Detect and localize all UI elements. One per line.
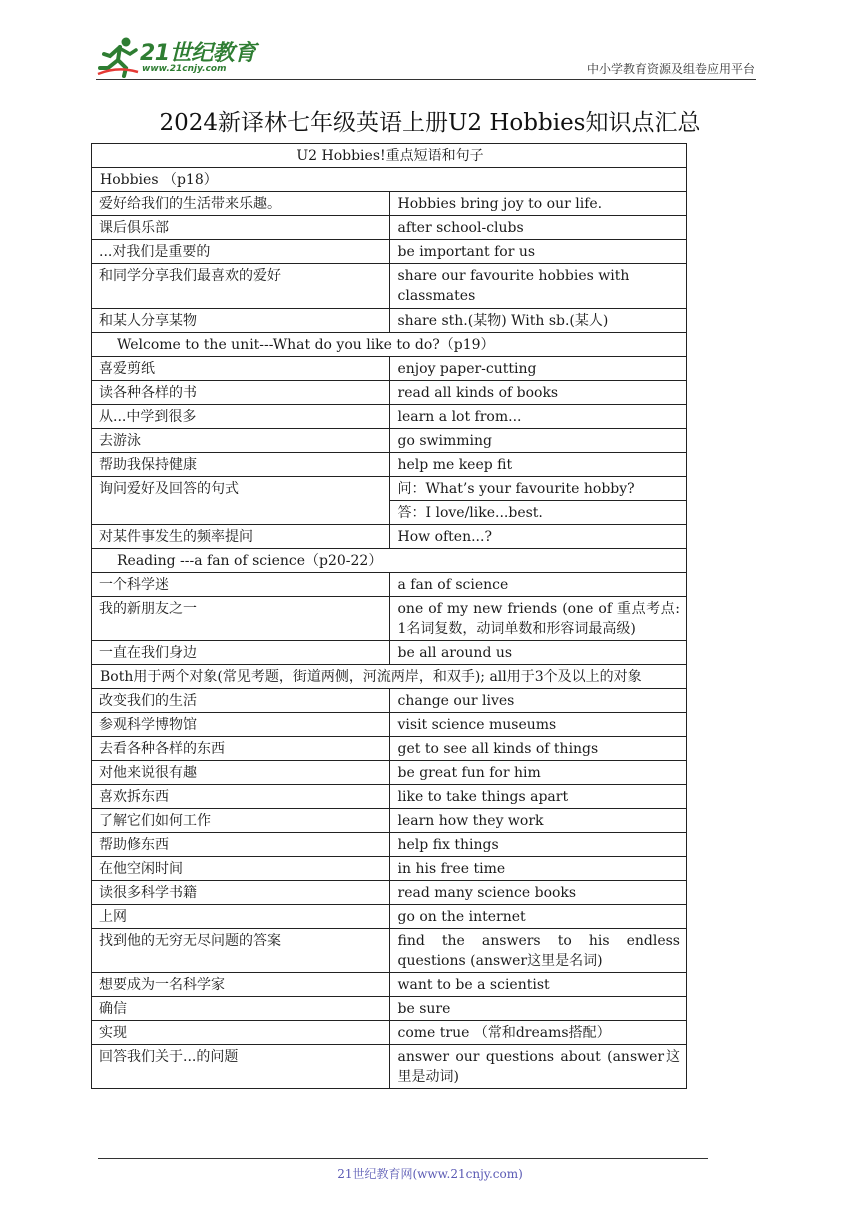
english-phrase: after school-clubs: [389, 216, 687, 240]
table-row: [92, 573, 687, 597]
english-phrase: be sure: [389, 997, 687, 1021]
english-phrase: want to be a scientist: [389, 973, 687, 997]
table-row: [92, 833, 687, 857]
chinese-phrase: 对某件事发生的频率提问: [92, 525, 390, 549]
english-phrase: change our lives: [389, 689, 687, 713]
document-title: 2024新译林七年级英语上册U2 Hobbies知识点汇总: [159, 110, 701, 136]
chinese-phrase: 去游泳: [92, 429, 390, 453]
chinese-phrase: 确信: [92, 997, 390, 1021]
table-row: [92, 429, 687, 453]
english-phrase: learn how they work: [389, 809, 687, 833]
question-pattern: 问：What’s your favourite hobby?: [389, 477, 687, 501]
chinese-phrase: 了解它们如何工作: [92, 809, 390, 833]
site-logo[interactable]: [96, 36, 271, 80]
chinese-phrase: 一个科学迷: [92, 573, 390, 597]
table-row: [92, 737, 687, 761]
chinese-phrase: 上网: [92, 905, 390, 929]
table-row: [92, 973, 687, 997]
section-title-hobbies: Hobbies （p18）: [92, 168, 687, 192]
chinese-phrase: 去看各种各样的东西: [92, 737, 390, 761]
chinese-phrase: 实现: [92, 1021, 390, 1045]
section-row: [92, 549, 687, 573]
page-header: [0, 0, 860, 90]
chinese-phrase: 在他空闲时间: [92, 857, 390, 881]
logo-text: 21世纪教育: [140, 41, 256, 66]
english-phrase: in his free time: [389, 857, 687, 881]
english-phrase: like to take things apart: [389, 785, 687, 809]
platform-label: 中小学教育资源及组卷应用平台: [586, 62, 755, 76]
chinese-phrase: 从...中学到很多: [92, 405, 390, 429]
chinese-phrase: 找到他的无穷无尽问题的答案: [92, 929, 390, 973]
table-heading: U2 Hobbies!重点短语和句子: [92, 144, 687, 168]
english-phrase: one of my new friends (one of 重点考点: 1名词复数，动词单数和形容词最高级): [389, 597, 687, 641]
table-row: [92, 905, 687, 929]
section-row: [92, 168, 687, 192]
note-row: [92, 665, 687, 689]
english-phrase: answer our questions about (answer这里是动词): [389, 1045, 687, 1089]
table-row: [92, 381, 687, 405]
answer-pattern: 答：I love/like...best.: [389, 501, 687, 525]
table-row: [92, 1045, 687, 1089]
english-phrase: help me keep fit: [389, 453, 687, 477]
table-row: [92, 405, 687, 429]
runner-logo-icon: [96, 36, 140, 78]
section-title-welcome: Welcome to the unit---What do you like to do?（p19）: [92, 333, 687, 357]
table-row: [92, 881, 687, 905]
english-phrase: read many science books: [389, 881, 687, 905]
chinese-phrase: 喜爱剪纸: [92, 357, 390, 381]
english-phrase: a fan of science: [389, 573, 687, 597]
table-row: [92, 809, 687, 833]
logo-url: www.21cnjy.com: [142, 64, 227, 74]
table-row: [92, 240, 687, 264]
chinese-phrase: 我的新朋友之一: [92, 597, 390, 641]
table-row: [92, 1021, 687, 1045]
chinese-phrase: 和某人分享某物: [92, 309, 390, 333]
english-phrase: go on the internet: [389, 905, 687, 929]
footer-divider: [98, 1158, 708, 1159]
english-phrase: How often...?: [389, 525, 687, 549]
english-phrase: share sth.(某物) With sb.(某人): [389, 309, 687, 333]
grammar-note: Both用于两个对象(常见考题，街道两侧，河流两岸，和双手); all用于3个及以上的对象: [92, 665, 687, 689]
chinese-phrase: 喜欢拆东西: [92, 785, 390, 809]
table-row: [92, 713, 687, 737]
chinese-phrase: ...对我们是重要的: [92, 240, 390, 264]
chinese-phrase: 改变我们的生活: [92, 689, 390, 713]
vocabulary-table: [91, 143, 687, 1089]
chinese-phrase: 帮助修东西: [92, 833, 390, 857]
table-row: [92, 997, 687, 1021]
footer-link[interactable]: 21世纪教育网(www.21cnjy.com): [337, 1167, 523, 1181]
table-row: [92, 453, 687, 477]
chinese-phrase: 和同学分享我们最喜欢的爱好: [92, 264, 390, 309]
chinese-phrase: 读各种各样的书: [92, 381, 390, 405]
chinese-phrase: 帮助我保持健康: [92, 453, 390, 477]
english-phrase: go swimming: [389, 429, 687, 453]
table-row: [92, 216, 687, 240]
table-row: [92, 477, 687, 501]
chinese-phrase: 回答我们关于...的问题: [92, 1045, 390, 1089]
header-divider: [96, 79, 756, 80]
table-row: [92, 641, 687, 665]
table-heading-row: [92, 144, 687, 168]
chinese-phrase: 参观科学博物馆: [92, 713, 390, 737]
english-phrase: be all around us: [389, 641, 687, 665]
english-phrase: come true （常和dreams搭配）: [389, 1021, 687, 1045]
chinese-phrase: 想要成为一名科学家: [92, 973, 390, 997]
section-row: [92, 333, 687, 357]
section-title-reading: Reading ---a fan of science（p20-22）: [92, 549, 687, 573]
table-row: [92, 857, 687, 881]
chinese-phrase: 一直在我们身边: [92, 641, 390, 665]
table-row: [92, 597, 687, 641]
table-row: [92, 785, 687, 809]
english-phrase: learn a lot from...: [389, 405, 687, 429]
chinese-phrase: 询问爱好及回答的句式: [92, 477, 390, 525]
english-phrase: visit science museums: [389, 713, 687, 737]
table-row: [92, 357, 687, 381]
english-phrase: find the answers to his endless questions (answer这里是名词): [389, 929, 687, 973]
chinese-phrase: 课后俱乐部: [92, 216, 390, 240]
table-row: [92, 192, 687, 216]
table-row: [92, 264, 687, 309]
table-row: [92, 761, 687, 785]
table-row: [92, 929, 687, 973]
chinese-phrase: 对他来说很有趣: [92, 761, 390, 785]
english-phrase: help fix things: [389, 833, 687, 857]
english-phrase: share our favourite hobbies with classmates: [389, 264, 687, 309]
english-phrase: be great fun for him: [389, 761, 687, 785]
english-phrase: read all kinds of books: [389, 381, 687, 405]
english-phrase: get to see all kinds of things: [389, 737, 687, 761]
table-row: [92, 525, 687, 549]
english-phrase: be important for us: [389, 240, 687, 264]
english-phrase: enjoy paper-cutting: [389, 357, 687, 381]
table-row: [92, 689, 687, 713]
table-row: [92, 309, 687, 333]
english-phrase: Hobbies bring joy to our life.: [389, 192, 687, 216]
chinese-phrase: 读很多科学书籍: [92, 881, 390, 905]
chinese-phrase: 爱好给我们的生活带来乐趣。: [92, 192, 390, 216]
